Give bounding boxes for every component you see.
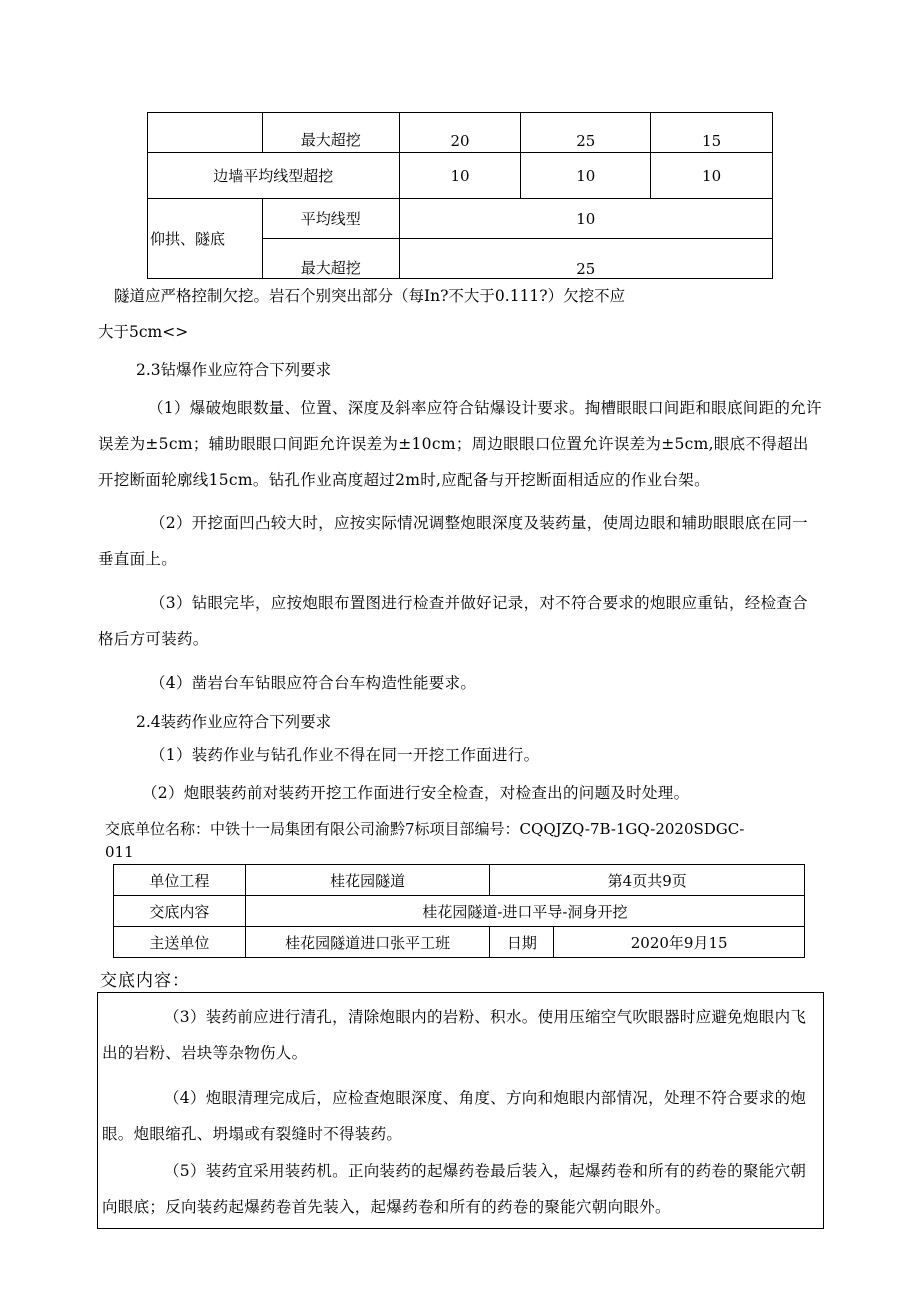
- content-paragraph-4: （4）炮眼清理完成后，应检查炮眼深度、角度、方向和炮眼内部情况，处理不符合要求的炮眼。炮眼缩孔、坍塌或有裂缝时不得装药。: [102, 1089, 807, 1143]
- paragraph-5: （1）装药作业与钻孔作业不得在同一开挖工作面进行。: [150, 746, 540, 764]
- note-line-1: 隧道应严格控制欠挖。岩石个别突出部分（每In?不大于0.111?）欠挖不应: [114, 287, 626, 305]
- section-2-4-heading: 2.4装药作业应符合下列要求: [136, 713, 332, 731]
- content-value: 桂花园隧道-进口平导-洞身开挖: [245, 896, 804, 927]
- info-table: [113, 864, 805, 958]
- content-box: [97, 992, 824, 1229]
- row3-sub1-label: 平均线型: [262, 199, 399, 239]
- page-info: 第4页共9页: [490, 865, 805, 896]
- content-heading: 交底内容：: [100, 971, 190, 991]
- unit-value: 桂花园隧道: [245, 865, 490, 896]
- row2-label: 边墙平均线型超挖: [148, 153, 400, 199]
- send-label: 主送单位: [114, 927, 246, 958]
- section-2-3-heading: 2.3钻爆作业应符合下列要求: [136, 361, 332, 379]
- row3-sub2-value: 25: [399, 239, 772, 279]
- date-label: 日期: [490, 927, 554, 958]
- paragraph-6: （2）炮眼装药前对装药开挖工作面进行安全检查，对检查出的问题及时处理。: [142, 784, 690, 802]
- row1-value-2: 25: [521, 113, 651, 153]
- content-paragraph-5: （5）装药宜采用装药机。正向装药的起爆药卷最后装入，起爆药卷和所有的药卷的聚能穴朝向眼底；反向装药起爆药卷首先装入，起爆药卷和所有的药卷的聚能穴朝向眼外。: [102, 1162, 807, 1216]
- paragraph-3: （3）钻眼完毕，应按炮眼布置图进行检查并做好记录，对不符合要求的炮眼应重钻，经检查合格后方可装药。: [98, 594, 808, 648]
- row1-sub-label: 最大超挖: [262, 113, 399, 153]
- row3-label: 仰拱、隧底: [148, 199, 263, 279]
- row1-value-1: 20: [399, 113, 521, 153]
- row2-value-3: 10: [651, 153, 773, 199]
- row1-value-3: 15: [651, 113, 773, 153]
- header-line-2: 011: [105, 843, 134, 861]
- paragraph-1: （1）爆破炮眼数量、位置、深度及斜率应符合钻爆设计要求。掏槽眼眼口间距和眼底间距的允许误差为±5cm；辅助眼眼口间距允许误差为±10cm；周边眼眼口位置允许误差为±5cm,眼底不得超出开挖断面轮廓线15cm。钻孔作业高度超过2m时,应配备与开挖断面相适应的作业台架。: [98, 399, 822, 489]
- row2-value-2: 10: [521, 153, 651, 199]
- content-paragraph-3: （3）装药前应进行清孔，清除炮眼内的岩粉、积水。使用压缩空气吹眼器时应避免炮眼内飞出的岩粉、岩块等杂物伤人。: [102, 1008, 807, 1062]
- note-line-2: 大于5cm<>: [98, 323, 189, 341]
- send-value: 桂花园隧道进口张平工班: [245, 927, 490, 958]
- row3-sub2-label: 最大超挖: [262, 239, 399, 279]
- row3-sub1-value: 10: [399, 199, 772, 239]
- content-label: 交底内容: [114, 896, 246, 927]
- paragraph-4: （4）凿岩台车钻眼应符合台车构造性能要求。: [150, 674, 477, 692]
- row2-value-1: 10: [399, 153, 521, 199]
- paragraph-2: （2）开挖面凹凸较大时，应按实际情况调整炮眼深度及装药量，使周边眼和辅助眼眼底在同一垂直面上。: [98, 514, 808, 568]
- unit-label: 单位工程: [114, 865, 246, 896]
- blank-cell: [148, 113, 263, 153]
- date-value: 2020年9月15: [554, 927, 805, 958]
- header-line-1: 交底单位名称：中铁十一局集团有限公司渝黔7标项目部编号：CQQJZQ-7B-1GQ-2020SDGC-: [105, 820, 745, 838]
- overbreak-table: [147, 112, 773, 279]
